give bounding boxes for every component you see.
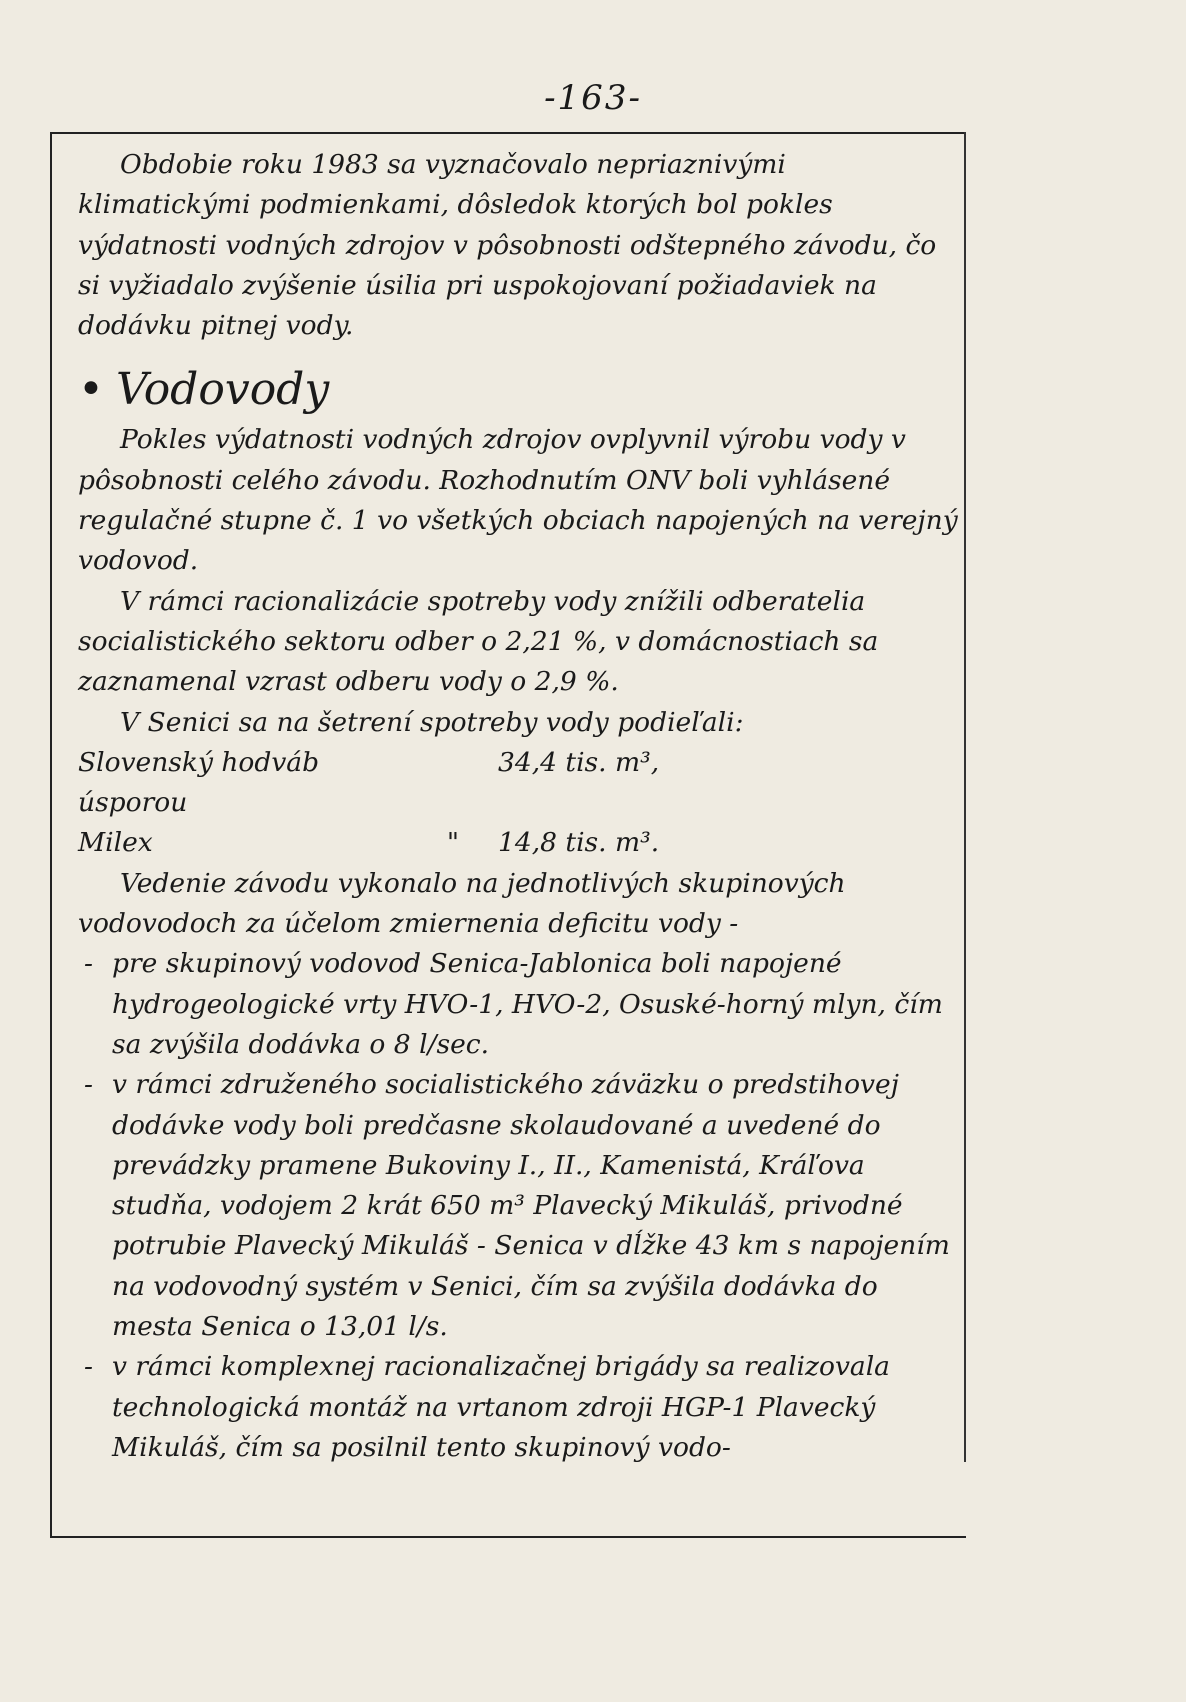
page-number: -163-: [544, 78, 642, 118]
list-item: - pre skupinový vodovod Senica-Jablonica boli napojené hydrogeologické vrty HVO-1, HVO-2, Osuské-horný mlyn, čím sa zvýšila dodávka o 8 l/sec.: [78, 944, 958, 1065]
handwritten-text: [78, 145, 958, 1468]
intro-paragraph: Obdobie roku 1983 sa vyznačovalo nepriaznivými klimatickými podmienkami, dôsledok ktorých bol pokles výdatnosti vodných zdrojov v pôsobnosti odštepného závodu, čo si vyžiadalo zvýšenie úsilia pri uspokojovaní požiadaviek na dodávku pitnej vody.: [78, 149, 937, 342]
paragraph-2: V rámci racionalizácie spotreby vody znížili odberatelia socialistického sektoru odber o 2,21 %, v domácnostiach sa zaznamenal vzrast odberu vody o 2,9 %.: [78, 585, 879, 698]
consumer-name: Milex: [78, 827, 153, 859]
section-heading: [78, 360, 958, 420]
paragraph-3: V Senici sa na šetrení spotreby vody podieľali:: [120, 706, 744, 738]
section-title: Vodovody: [115, 364, 330, 416]
consumer-ditto: [408, 743, 498, 824]
page-frame-right-edge: [964, 132, 966, 1462]
bullet-icon: •: [78, 364, 104, 416]
paragraph-1: Pokles výdatnosti vodných zdrojov ovplyvnil výrobu vody v pôsobnosti celého závodu. Rozhodnutím ONV boli vyhlásené regulačné stupne č. 1 vo všetkých obciach napojených na verejný vodovod.: [78, 424, 958, 577]
list-item: - v rámci komplexnej racionalizačnej brigády sa realizovala technologická montáž na vrtanom zdroji HGP-1 Plavecký Mikuláš, čím sa posilnil tento skupinový vodo-: [78, 1347, 958, 1468]
measures-list: [78, 944, 958, 1468]
consumer-value: 14,8 tis. m³.: [498, 827, 660, 859]
paragraph-4: Vedenie závodu vykonalo na jednotlivých skupinových vodovodoch za účelom zmiernenia deficitu vody -: [78, 867, 846, 940]
consumer-row: [78, 823, 958, 863]
consumer-row: [78, 743, 958, 824]
consumer-name: Slovenský hodváb úsporou: [78, 746, 320, 819]
consumer-ditto: ": [446, 827, 460, 859]
list-item: - v rámci združeného socialistického záväzku o predstihovej dodávke vody boli predčasne skolaudované a uvedené do prevádzky pramene Bukoviny I., II., Kamenistá, Kráľova studňa, vodojem 2 krát 650 m³ Plavecký Mikuláš, privodné potrubie Plavecký Mikuláš - Senica v dĺžke 43 km s napojením na vodovodný systém v Senici, čím sa zvýšila dodávka do mesta Senica o 13,01 l/s.: [78, 1065, 958, 1347]
consumer-value: 34,4 tis. m³,: [498, 746, 660, 778]
consumer-list: [78, 743, 958, 864]
